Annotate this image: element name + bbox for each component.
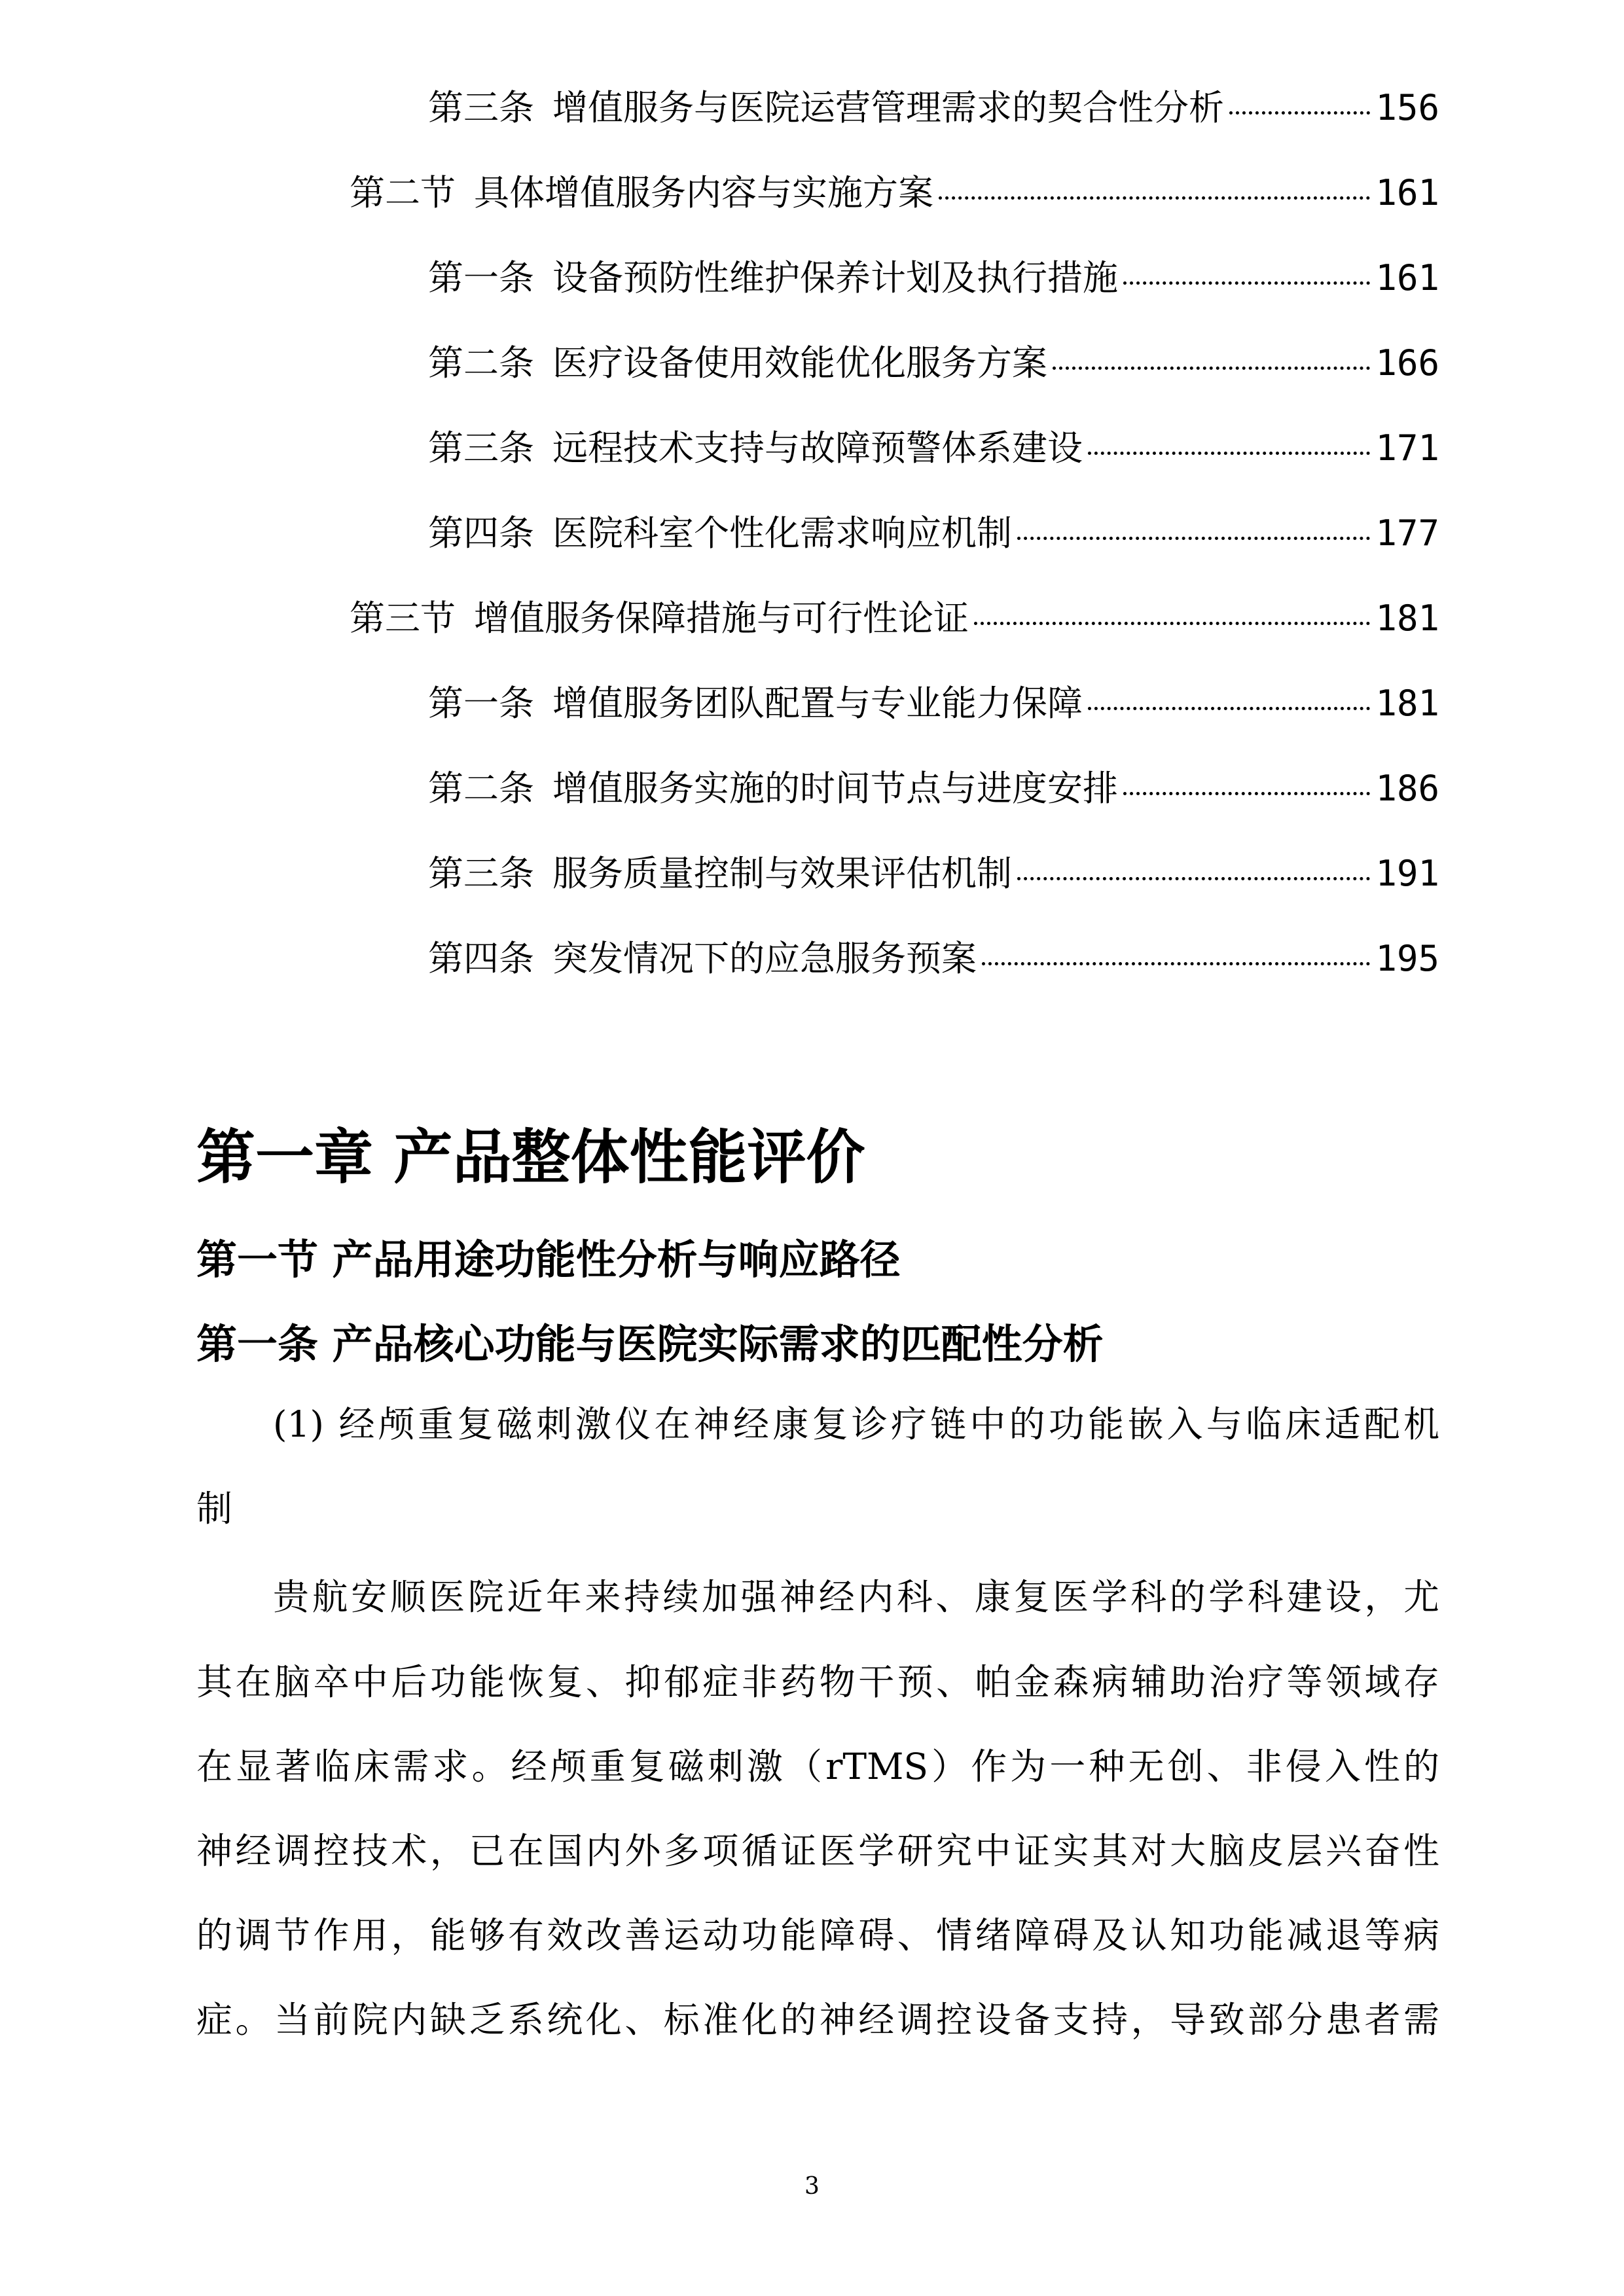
- toc-entry[interactable]: [0, 340, 1439, 386]
- toc-entry[interactable]: [0, 596, 1439, 641]
- body-line: 在显著临床需求。经颅重复磁刺激（rTMS）作为一种无创、非侵入性的: [196, 1746, 1439, 1787]
- subheading-line: (1) 经颅重复磁刺激仪在神经康复诊疗链中的功能嵌入与临床适配机: [273, 1403, 1439, 1445]
- toc-entry[interactable]: [0, 170, 1439, 216]
- toc-entry-number: 第四条: [428, 512, 534, 554]
- toc-entry[interactable]: [0, 255, 1439, 301]
- toc-entry-title: 增值服务实施的时间节点与进度安排: [552, 768, 1118, 809]
- toc-entry-title: 增值服务与医院运营管理需求的契合性分析: [552, 87, 1224, 128]
- toc-leader-dots: [982, 962, 1370, 965]
- toc-entry-page: 181: [1375, 598, 1439, 639]
- toc-entry-page: 181: [1375, 683, 1439, 724]
- toc-entry-number: 第三条: [428, 87, 534, 128]
- toc-entry-page: 156: [1375, 87, 1439, 128]
- toc-entry-title: 具体增值服务内容与实施方案: [474, 172, 933, 213]
- toc-leader-dots: [1017, 537, 1370, 540]
- toc-entry[interactable]: [0, 425, 1439, 471]
- toc-entry-title: 医疗设备使用效能优化服务方案: [552, 342, 1047, 384]
- toc-entry[interactable]: [0, 85, 1439, 131]
- toc-leader-dots: [1017, 877, 1370, 880]
- toc-entry-title: 医院科室个性化需求响应机制: [552, 512, 1012, 554]
- toc-entry-number: 第二节: [350, 172, 456, 213]
- toc-entry-number: 第二条: [428, 342, 534, 384]
- toc-entry-number: 第四条: [428, 938, 534, 979]
- toc-entry-number: 第三条: [428, 853, 534, 894]
- toc-entry-title: 增值服务团队配置与专业能力保障: [552, 683, 1083, 724]
- toc-entry[interactable]: [0, 851, 1439, 897]
- toc-leader-dots: [1053, 367, 1370, 370]
- article-title: 第一条 产品核心功能与医院实际需求的匹配性分析: [196, 1320, 1104, 1368]
- toc-entry-title: 远程技术支持与故障预警体系建设: [552, 427, 1083, 469]
- toc-entry-page: 171: [1375, 427, 1439, 469]
- toc-entry-page: 191: [1375, 853, 1439, 894]
- subheading-line: 制: [196, 1488, 233, 1530]
- toc-entry-page: 161: [1375, 172, 1439, 213]
- toc-entry-number: 第二条: [428, 768, 534, 809]
- toc-entry-title: 设备预防性维护保养计划及执行措施: [552, 257, 1118, 298]
- body-line: 贵航安顺医院近年来持续加强神经内科、康复医学科的学科建设，尤: [273, 1576, 1439, 1618]
- toc-entry-page: 186: [1375, 768, 1439, 809]
- body-line: 的调节作用，能够有效改善运动功能障碍、情绪障碍及认知功能减退等病: [196, 1914, 1439, 1956]
- toc-entry-title: 突发情况下的应急服务预案: [552, 938, 977, 979]
- body-line: 神经调控技术，已在国内外多项循证医学研究中证实其对大脑皮层兴奋性: [196, 1830, 1439, 1872]
- toc-entry-page: 177: [1375, 512, 1439, 554]
- toc-entry-page: 166: [1375, 342, 1439, 384]
- toc-entry[interactable]: [0, 511, 1439, 556]
- page-number: 3: [804, 2173, 820, 2200]
- section-title: 第一节 产品用途功能性分析与响应路径: [196, 1236, 901, 1283]
- toc-leader-dots: [1088, 452, 1370, 455]
- body-line: 症。当前院内缺乏系统化、标准化的神经调控设备支持，导致部分患者需: [196, 1999, 1439, 2041]
- toc-entry-page: 195: [1375, 938, 1439, 979]
- toc-entry[interactable]: [0, 766, 1439, 812]
- toc-leader-dots: [1123, 281, 1370, 285]
- body-line: 其在脑卒中后功能恢复、抑郁症非药物干预、帕金森病辅助治疗等领域存: [196, 1661, 1439, 1703]
- toc-leader-dots: [1088, 707, 1370, 710]
- toc-entry-number: 第三节: [350, 598, 456, 639]
- toc-entry-title: 增值服务保障措施与可行性论证: [474, 598, 969, 639]
- toc-leader-dots: [974, 622, 1370, 625]
- toc-entry-number: 第一条: [428, 257, 534, 298]
- toc-entry[interactable]: [0, 681, 1439, 726]
- toc-entry-number: 第三条: [428, 427, 534, 469]
- toc-entry-number: 第一条: [428, 683, 534, 724]
- toc-leader-dots: [939, 196, 1370, 200]
- chapter-title: 第一章 产品整体性能评价: [196, 1122, 865, 1192]
- toc-entry-page: 161: [1375, 257, 1439, 298]
- toc-entry-title: 服务质量控制与效果评估机制: [552, 853, 1012, 894]
- toc-leader-dots: [1123, 792, 1370, 795]
- toc-entry[interactable]: [0, 936, 1439, 982]
- toc-leader-dots: [1229, 111, 1370, 115]
